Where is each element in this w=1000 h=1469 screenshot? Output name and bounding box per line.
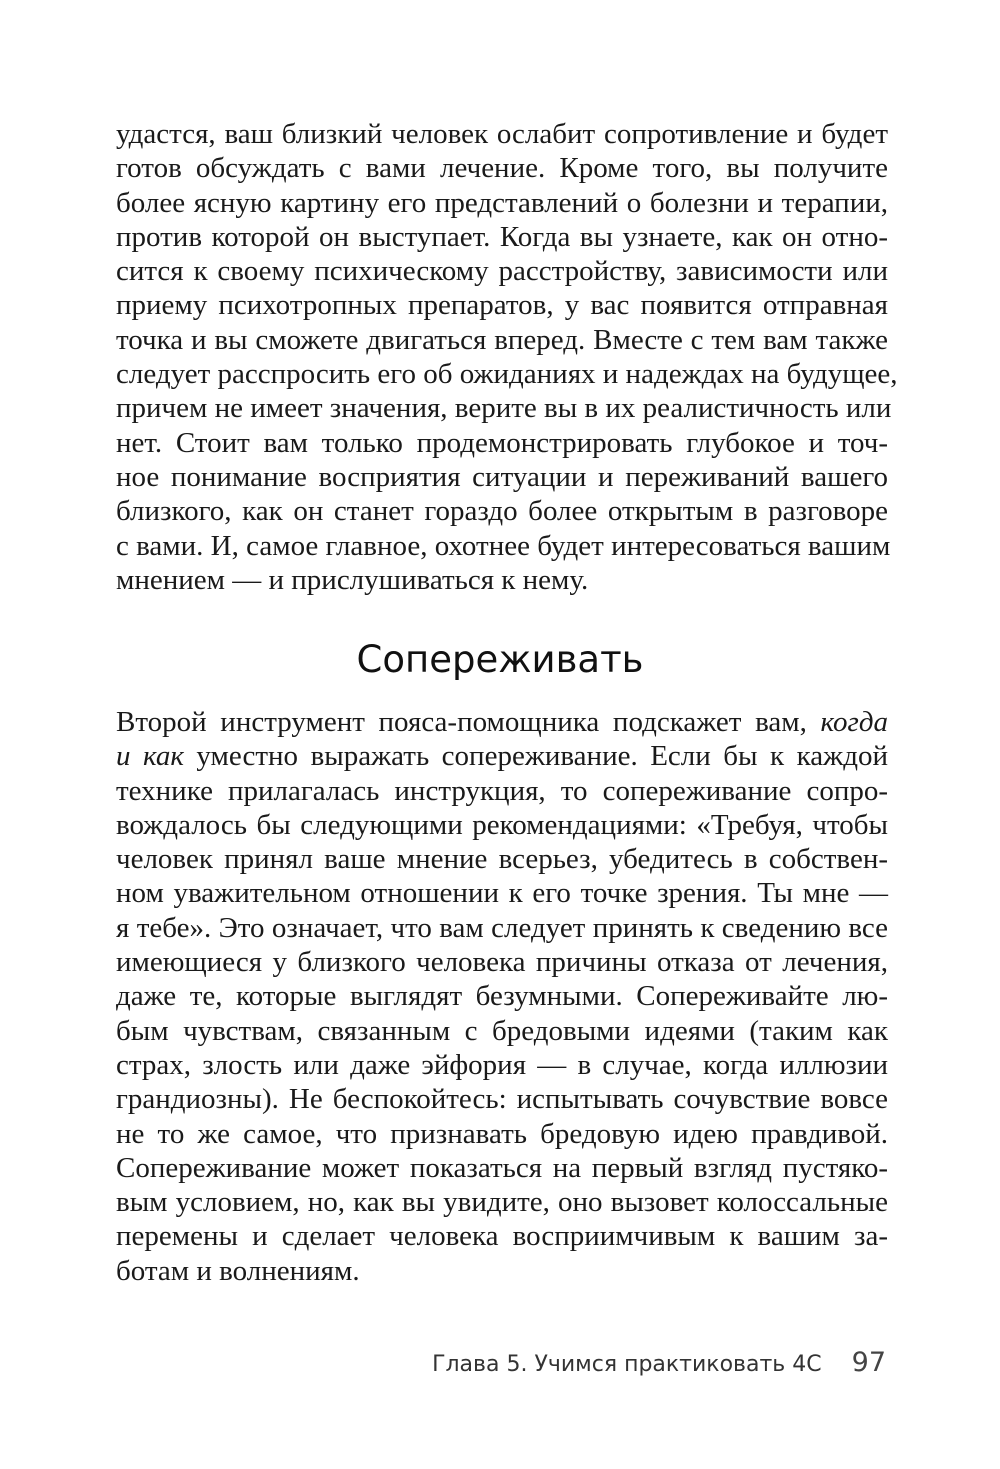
text-line: я тебе». Это означает, что вам следует принять к сведению все [116, 911, 888, 944]
text-line: грандиозны). Не беспокойтесь: испытывать сочувствие вовсе [116, 1083, 888, 1116]
text-line: человек принял ваше мнение всерьез, убедитесь в собствен- [116, 843, 888, 876]
italic-emphasis: когда [820, 706, 888, 738]
text-line: вождалось бы следующими рекомендациями: «Требуя, чтобы [116, 808, 888, 841]
text-line: Сопереживание может показаться на первый взгляд пустяко- [116, 1151, 888, 1184]
page-number: 97 [851, 1347, 886, 1378]
section-heading: Сопереживать [356, 638, 644, 681]
text-line: удастся, ваш близкий человек ослабит сопротивление и будет [116, 118, 888, 150]
text-line: против которой он выступает. Когда вы узнаете, как он отно- [116, 220, 888, 253]
text-line: ботам и волнениям. [116, 1254, 360, 1287]
text-line: бым чувствам, связанным с бредовыми идеями (таким как [116, 1014, 888, 1047]
text-line: не то же самое, что признавать бредовую идею правдивой. [116, 1117, 888, 1150]
text-line [116, 739, 888, 773]
body-paragraph-1 [116, 117, 898, 597]
text-line: с вами. И, самое главное, охотнее будет интересоваться вашим [116, 529, 891, 562]
text-line: готов обсуждать с вами лечение. Кроме того, вы получите [116, 152, 888, 185]
text-line: вым условием, но, как вы увидите, оно вызовет колоссальные [116, 1186, 888, 1219]
italic-emphasis: и как [116, 740, 184, 773]
text-line: близкого, как он станет гораздо более открытым в разговоре [116, 495, 888, 528]
text-line: ное понимание восприятия ситуации и переживаний вашего [116, 460, 888, 493]
page-footer [432, 1348, 886, 1380]
text-line: точка и вы сможете двигаться вперед. Вместе с тем вам также [116, 323, 888, 356]
running-title: Глава 5. Учимся практиковать 4С [432, 1352, 822, 1377]
text-line: мнением — и прислушиваться к нему. [116, 563, 589, 596]
text-line: перемены и сделает человека восприимчивым к вашим за- [116, 1220, 888, 1253]
text-line: страх, злость или даже эйфория — в случае, когда иллюзии [116, 1048, 888, 1081]
body-paragraph-2 [116, 705, 888, 1288]
text-line: даже те, которые выглядят безумными. Сопереживайте лю- [116, 980, 888, 1013]
text-segment: уместно выражать сопереживание. Если бы к каждой [183, 740, 888, 773]
text-line: более ясную картину его представлений о болезни и терапии, [116, 186, 888, 219]
text-line: сится к своему психическому расстройству, зависимости или [116, 255, 888, 288]
text-line [116, 705, 888, 739]
text-line: имеющиеся у близкого человека причины отказа от лечения, [116, 946, 888, 979]
text-line: нет. Стоит вам только продемонстрировать глубокое и точ- [116, 426, 888, 459]
text-line: приему психотропных препаратов, у вас появится отправная [116, 289, 888, 322]
text-line: технике прилагалась инструкция, то сопереживание сопро- [116, 774, 888, 807]
text-line: ном уважительном отношении к его точке зрения. Ты мне — [116, 877, 888, 910]
text-line: следует расспросить его об ожиданиях и надеждах на будущее, [116, 358, 898, 391]
text-segment: Второй инструмент пояса-помощника подскажет вам, [116, 706, 821, 738]
text-line: причем не имеет значения, верите вы в их реалистичность или [116, 392, 892, 425]
